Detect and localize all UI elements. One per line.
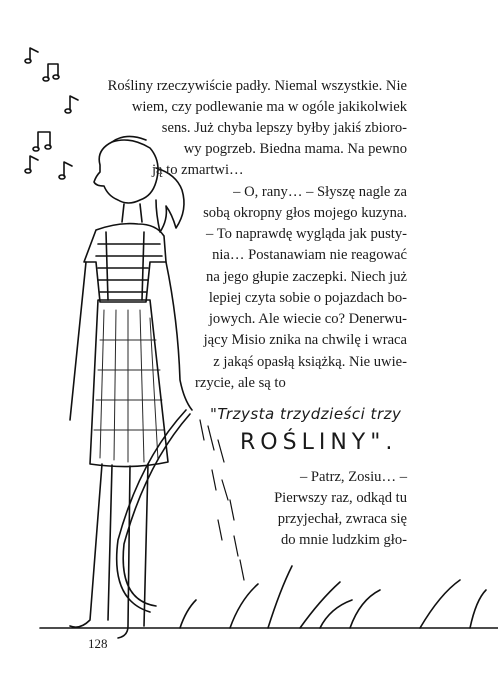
handwritten-title-line-1: "Trzysta trzydzieści trzy: [210, 405, 402, 423]
body-line: – O, rany… – Słyszę nagle za: [233, 184, 407, 200]
body-line: jący Misio znika na chwilę i wraca: [203, 332, 407, 348]
body-line: nia… Postanawiam nie reagować: [212, 247, 407, 263]
body-line: przyjechał, zwraca się: [277, 511, 407, 527]
body-line: – To naprawdę wygląda jak pusty-: [206, 226, 407, 242]
body-line: wiem, czy podlewanie ma w ogóle jakikolwiek: [131, 99, 407, 115]
body-line: jowych. Ale wiecie co? Denerwu-: [208, 311, 407, 327]
body-line: – Patrz, Zosiu… –: [299, 469, 407, 485]
body-line: lepiej czyta sobie o pojazdach bo-: [208, 290, 407, 306]
body-line: sobą okropny głos mojego kuzyna.: [203, 205, 407, 221]
body-line: sens. Już chyba lepszy byłby jakiś zbioro-: [161, 120, 407, 136]
body-line: ją to zmartwi…: [152, 162, 244, 178]
body-line: do mnie ludzkim gło-: [280, 532, 407, 548]
body-line: na jego głupie zaczepki. Niech już: [206, 269, 407, 285]
body-line: wy pogrzeb. Biedna mama. Na pewno: [183, 141, 407, 157]
body-line: rzycie, ale są to: [195, 375, 286, 391]
handwritten-title-line-2: ROŚLINY".: [240, 430, 398, 455]
body-line: z jakąś opasłą książką. Nie uwie-: [213, 354, 407, 370]
body-line: Pierwszy raz, odkąd tu: [274, 490, 407, 506]
body-line: Rośliny rzeczywiście padły. Niemal wszystkie. Nie: [107, 78, 407, 94]
music-notes-icon: [25, 48, 78, 179]
page-number: 128: [88, 636, 108, 651]
